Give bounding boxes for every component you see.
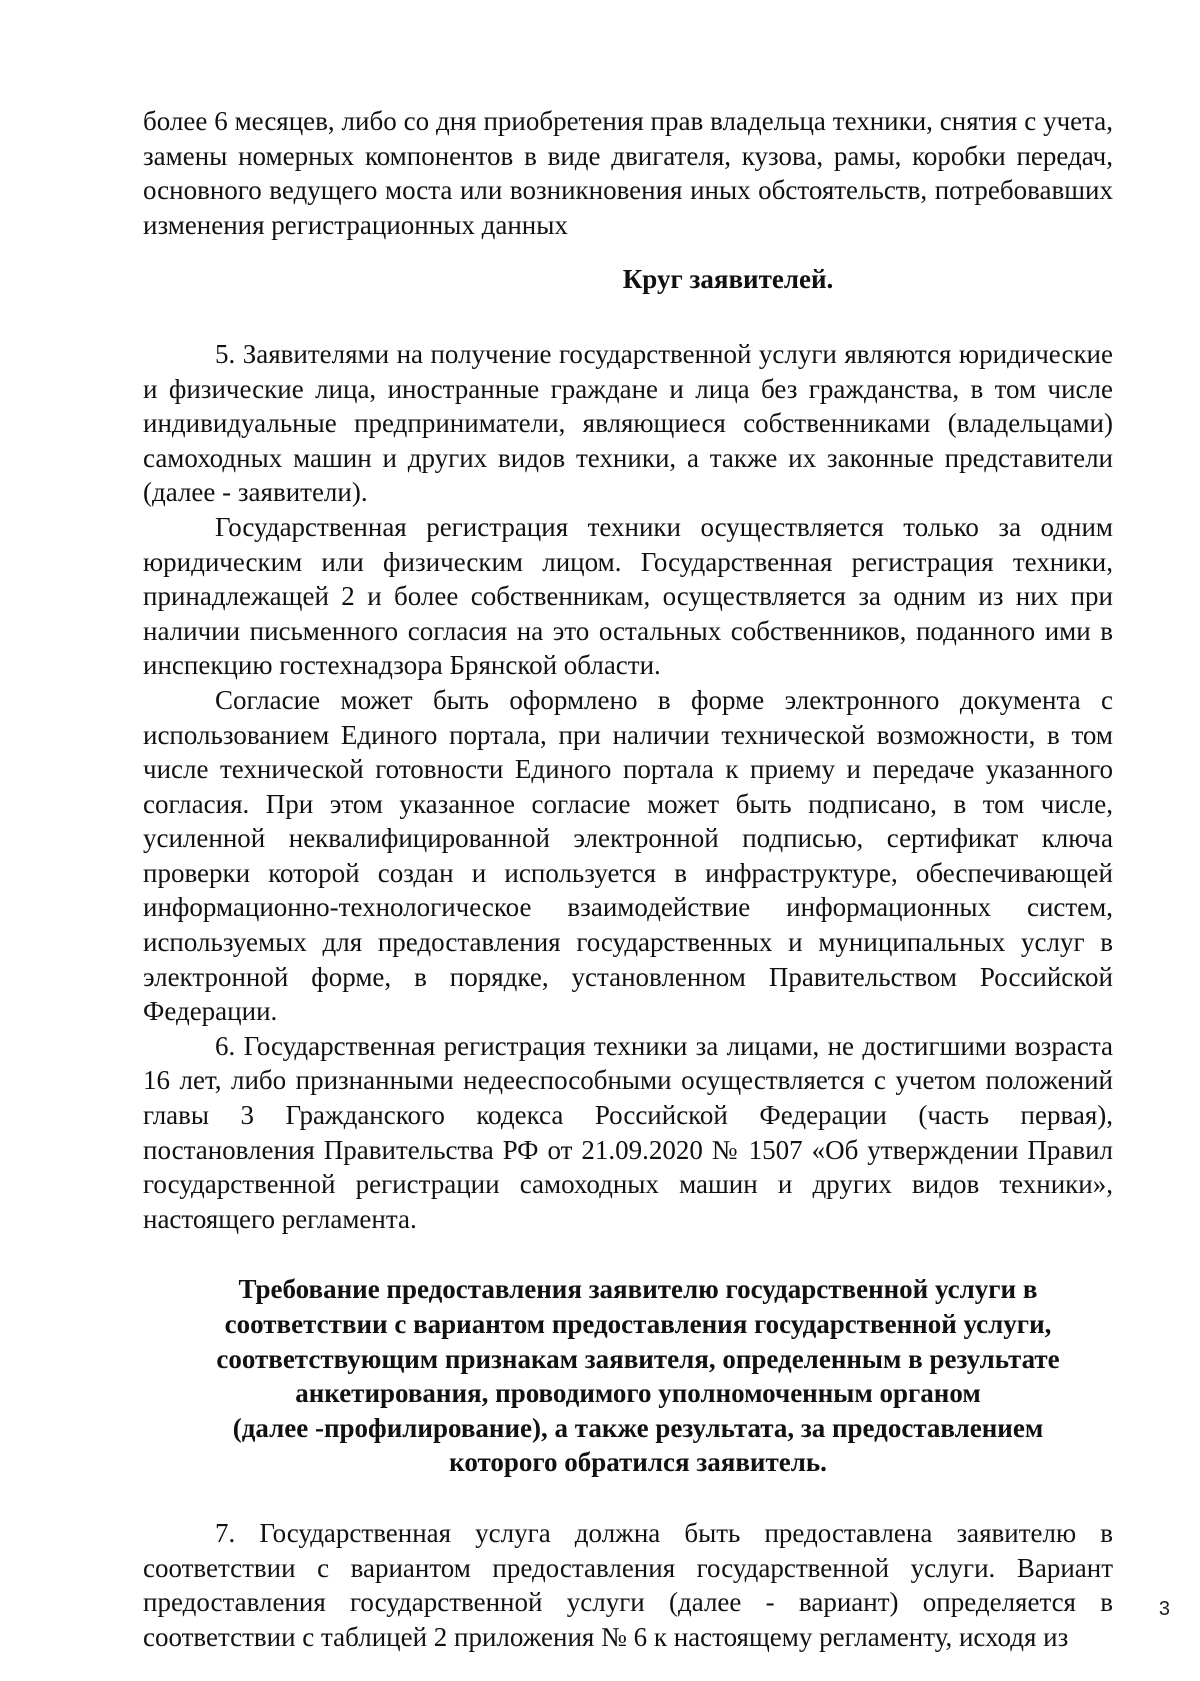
heading-line: которого обратился заявитель. — [449, 1447, 827, 1478]
section-heading-requirement — [143, 1272, 1113, 1480]
heading-line: анкетирования, проводимого уполномоченным органом — [295, 1378, 981, 1409]
paragraph-7: 7. Государственная услуга должна быть предоставлена заявителю в соответствии с вариантом предоставления государственной услуги. Вариант предоставления государственной услуги (далее - вариант) определяется в соответствии с таблицей 2 приложения № 6 к настоящему регламенту, исходя из — [143, 1517, 1113, 1652]
paragraph-consent: Согласие может быть оформлено в форме электронного документа с использованием Единого портала, при наличии технической возможности, в том числе технической готовности Единого портала к приему и передаче указанного согласия. При этом указанное согласие может быть подписано, в том числе, усиленной неквалифицированной электронной подписью, сертификат ключа проверки которой создан и используется в инфраструктуре, обеспечивающей информационно-технологическое взаимодействие информационных систем, используемых для предоставления государственных и муниципальных услуг в электронной форме, в порядке, установленном Правительством Российской Федерации. — [143, 684, 1113, 1027]
paragraph-registration: Государственная регистрация техники осуществляется только за одним юридическим или физическим лицом. Государственная регистрация техники, принадлежащей 2 и более собственникам, осуществляется за одним из них при наличии письменного согласия на это остальных собственников, поданного ими в инспекцию гостехнадзора Брянской области. — [143, 511, 1113, 681]
heading-line: (далее -профилирование), а также результата, за предоставлением — [232, 1412, 1044, 1443]
document-body — [143, 104, 1113, 1654]
page-number: 3 — [1158, 1598, 1170, 1620]
paragraph-continuation: более 6 месяцев, либо со дня приобретения прав владельца техники, снятия с учета, замены номерных компонентов в виде двигателя, кузова, рамы, коробки передач, основного ведущего моста или возникновения иных обстоятельств, потребовавших изменения регистрационных данных — [143, 106, 1113, 240]
paragraph-6: 6. Государственная регистрация техники за лицами, не достигшими возраста 16 лет, либо признанными недееспособными осуществляется с учетом положений главы 3 Гражданского кодекса Российской Федерации (часть первая), постановления Правительства РФ от 21.09.2020 № 1507 «Об утверждении Правил государственной регистрации самоходных машин и других видов техники», настоящего регламента. — [143, 1030, 1113, 1234]
heading-line: соответствии с вариантом предоставления государственной услуги, — [224, 1309, 1052, 1339]
heading-line: соответствующим признакам заявителя, определенным в результате — [216, 1343, 1060, 1374]
section-heading-applicants: Круг заявителей. — [622, 264, 834, 295]
heading-line: Требование предоставления заявителю государственной услуги в — [238, 1274, 1038, 1305]
paragraph-5: 5. Заявителями на получение государственной услуги являются юридические и физические лица, иностранные граждане и лица без гражданства, в том числе индивидуальные предприниматели, являющиеся собственниками (владельцами) самоходных машин и других видов техники, а также их законные представители (далее - заявители). — [143, 338, 1113, 508]
